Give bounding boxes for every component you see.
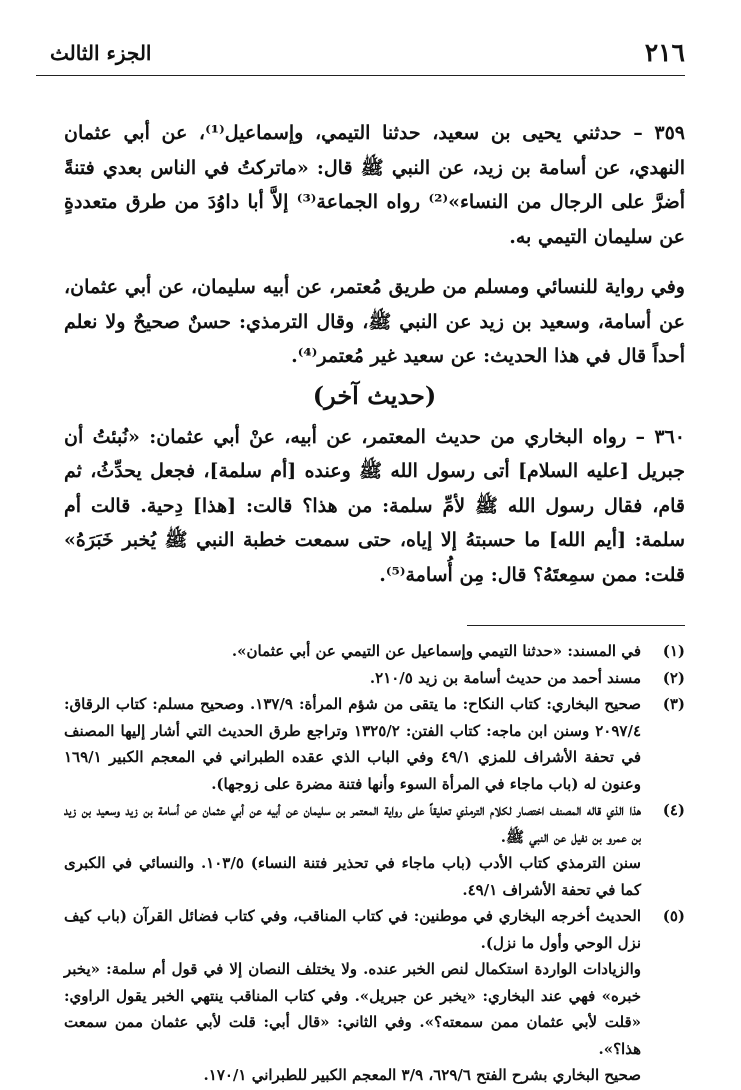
nasai-muslim-narration-paragraph: وفي رواية للنسائي ومسلم من طريق مُعتمر، عن أبيه سليمان، عن أبي عثمان، عن أسامة، وسعيد بن زيد عن النبي ﷺ، وقال الترمذي: حسنٌ صحيحٌ ولا نعلم أحداً قال في هذا الحديث: عن سعيد غير مُعتمر⁽⁴⁾. <box>64 276 685 367</box>
footnote-number: (٤) <box>662 801 685 819</box>
footnote-1 <box>64 638 685 665</box>
running-header <box>36 38 685 72</box>
footnote-number: (١) <box>662 642 685 660</box>
hadith-359-paragraph: ٣٥٩ – حدثني يحيى بن سعيد، حدثنا التيمي، وإسماعيل⁽¹⁾، عن أبي عثمان النهدي، عن أسامة بن زيد، عن النبي ﷺ قال: «ماتركتُ في الناس بعدي فتنةً أضرَّ على الرجال من النساء»⁽²⁾ رواه الجماعة⁽³⁾ إلاَّ أبا داوُدَ من طرق متعددةٍ عن سليمان التيمي به. <box>64 122 686 248</box>
main-text <box>64 116 685 592</box>
section-heading: (حديث آخر) <box>312 380 437 410</box>
footnote-number: (٣) <box>662 695 685 713</box>
footnote-5 <box>64 903 685 1089</box>
footnote-line: صحيح البخاري: كتاب النكاح: ما يتقى من شؤم المرأة: ١٣٧/٩. وصحيح مسلم: كتاب الرقاق: ٢٠٩٧/٤ وسنن ابن ماجه: كتاب الفتن: ١٣٢٥/٢ وتراجع طرق الحديث التي أشار إليها المصنف في تحفة الأشراف للمزي ٤٩/١ وفي الباب الذي عقده الطبراني في المعجم الكبير ١٦٩/١ وعنون له (باب ماجاء في المرأة السوء وأنها فتنة مضرة على زوجها). <box>64 695 641 793</box>
footnote-divider <box>467 625 685 626</box>
footnote-line: سنن الترمذي كتاب الأدب (باب ماجاء في تحذير فتنة النساء) ١٠٣/٥. والنسائي في الكبرى كما في تحفة الأشراف ٤٩/١. <box>64 854 641 899</box>
footnote-4 <box>64 797 685 903</box>
hadith-360-paragraph: ٣٦٠ – رواه البخاري من حديث المعتمر، عن أبيه، عنْ أبي عثمان: «نُبئتُ أن جبريل [عليه السلام] أتى رسول الله ﷺ وعنده [أم سلمة]، فجعل يحدِّثُ، ثم قام، فقال رسول الله ﷺ لأمِّ سلمة: من هذا؟ قالت: [هذا] دِحية. قالت أم سلمة: [أيم الله] ما حسبتهُ إلا إياه، حتى سمعت خطبة النبي ﷺ يُخبر خَبَرَهُ» قلت: ممن سمِعتَهُ؟ قال: مِن أُسامة⁽⁵⁾. <box>64 425 685 586</box>
footnote-line: هذا الذي قاله المصنف اختصار لكلام الترمذي تعليقاً على رواية المعتمر بن سليمان عن أبيه عن أبي عثمان عن أسامة بن زيد وسعيد بن زيد بن عمرو بن نفيل عن النبي ﷺ. <box>64 801 641 846</box>
header-divider <box>36 75 685 76</box>
footnote-line: والزيادات الواردة استكمال لنص الخبر عنده. ولا يختلف النصان إلا في قول أم سلمة: «يخبر خبره» فهي عند البخاري: «يخبر عن جبريل». وفي كتاب المناقب ينتهي الخبر يقول الراوي: «قلت لأبي عثمان ممن سمعته؟». وفي الثاني: «قال أبي: قلت لأبي عثمان ممن سمعت هذا؟». <box>64 960 641 1058</box>
footnote-3 <box>64 691 685 797</box>
footnote-line: في المسند: «حدثنا التيمي وإسماعيل عن التيمي عن أبي عثمان». <box>231 642 641 660</box>
footnote-line: مسند أحمد من حديث أسامة بن زيد ٢١٠/٥. <box>369 668 641 687</box>
book-part-title: الجزء الثالث <box>50 41 152 65</box>
footnote-number: (٥) <box>662 907 685 925</box>
footnote-line: الحديث أخرجه البخاري في موطنين: في كتاب المناقب، وفي كتاب فضائل القرآن (باب كيف نزل الوحي وأول ما نزل). <box>64 907 641 952</box>
footnote-number: (٢) <box>662 668 685 687</box>
footnotes <box>64 638 685 1089</box>
page-number: ٢١٦ <box>644 38 685 67</box>
footnote-line: صحيح البخاري بشرح الفتح ٦٢٩/٦، ٣/٩ المعجم الكبير للطبراني ١٧٠/١. <box>203 1066 641 1084</box>
footnote-2 <box>64 665 685 692</box>
